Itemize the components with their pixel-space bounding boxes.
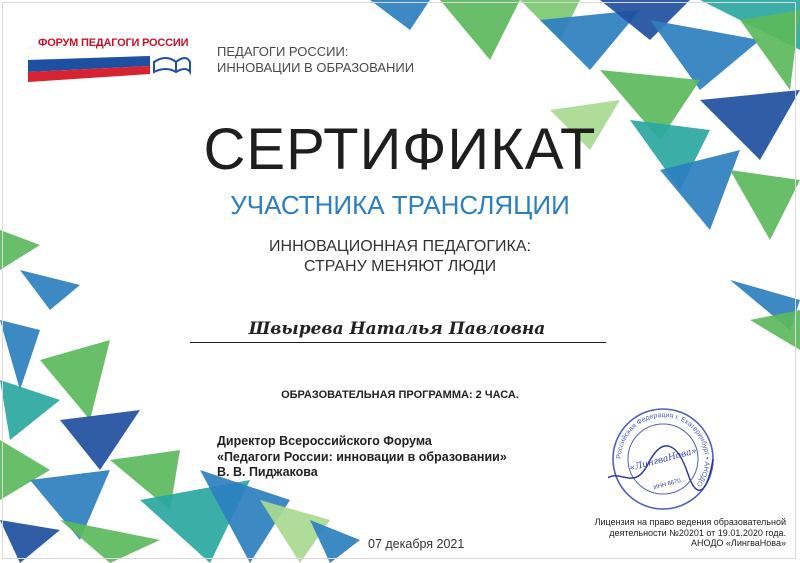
official-stamp — [608, 404, 718, 514]
svg-text:ИНН 6670...: ИНН 6670... — [653, 476, 687, 492]
license-line-3: АНОДО «ЛингваНова» — [691, 538, 786, 548]
license-line-1: Лицензия на право ведения образовательной — [594, 517, 786, 527]
svg-text:«ЛингваНова»: «ЛингваНова» — [628, 446, 699, 474]
license-info — [560, 517, 786, 549]
organization-line-1: ПЕДАГОГИ РОССИИ: — [217, 44, 349, 59]
director-line-1: Директор Всероссийского Форума — [217, 434, 432, 448]
certificate-title: СЕРТИФИКАТ — [203, 117, 597, 182]
event-line-2: СТРАНУ МЕНЯЮТ ЛЮДИ — [303, 258, 497, 275]
event-name — [0, 237, 800, 277]
event-line-1: ИННОВАЦИОННАЯ ПЕДАГОГИКА: — [269, 238, 531, 255]
organization-line-2: ИННОВАЦИИ В ОБРАЗОВАНИИ — [217, 60, 415, 75]
book-icon — [154, 58, 190, 72]
director-line-2: «Педагоги России: инновации в образовании» — [217, 449, 507, 464]
director-line-3: В. В. Пиджакова — [217, 465, 318, 479]
recipient-underline — [190, 342, 606, 343]
organization-name — [217, 44, 414, 76]
director-block — [217, 434, 507, 481]
program-hours: ОБРАЗОВАТЕЛЬНАЯ ПРОГРАММА: 2 ЧАСА. — [281, 389, 519, 401]
issue-date: 07 декабря 2021 — [368, 537, 465, 551]
logo-title: ФОРУМ ПЕДАГОГИ РОССИИ — [38, 37, 189, 49]
license-line-2: деятельности №20201 от 19.01.2020 года. — [609, 527, 786, 538]
recipient-name: Швырева Наталья Павловна — [248, 319, 546, 339]
certificate-subtitle: УЧАСТНИКА ТРАНСЛЯЦИИ — [230, 190, 570, 220]
svg-text:Российская Федерация г. Екатер: Российская Федерация г. Екатеринбург • АНОДО — [615, 411, 711, 488]
